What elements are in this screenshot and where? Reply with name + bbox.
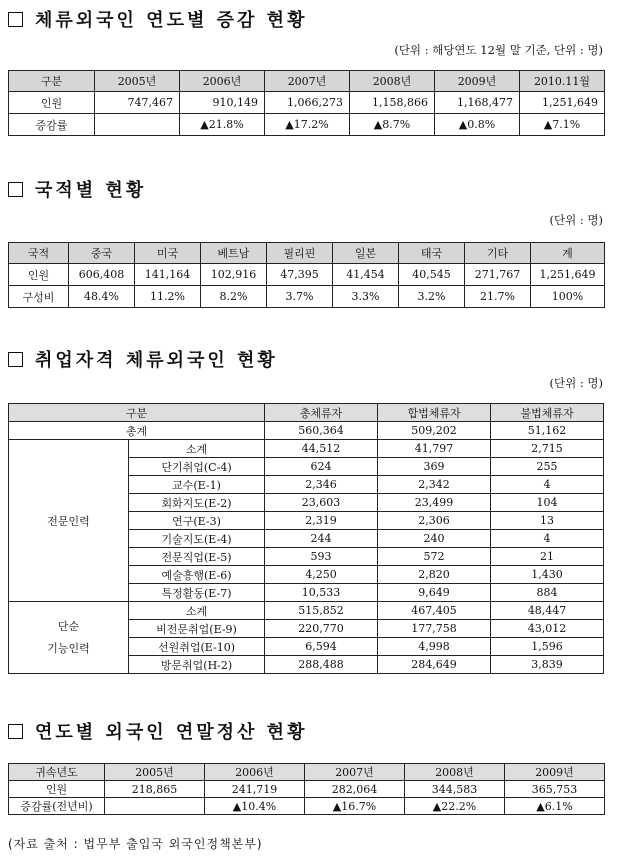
table-nationality (8, 242, 605, 308)
table-header-row: 구분 2005년 2006년 2007년 2008년 2009년 2010.11월 (9, 71, 605, 92)
group-label-professional: 전문인력 (9, 440, 129, 602)
unit-note-yearly: (단위 : 해당연도 12월 말 기준, 단위 : 명) (394, 43, 603, 57)
table-row: 선원취업(E-10) 6,594 4,998 1,596 (9, 638, 604, 656)
table-row: 단순 기능인력 소계 515,852 467,405 48,447 (9, 602, 604, 620)
checkbox-square-icon (8, 724, 23, 739)
table-header-row: 귀속년도 2005년 2006년 2007년 2008년 2009년 (9, 764, 605, 781)
table-employment (8, 403, 604, 674)
table-row: 인원 606,408 141,164 102,916 47,395 41,454 40,545 271,767 1,251,649 (9, 264, 605, 286)
checkbox-square-icon (8, 352, 23, 367)
table-tax-settlement (8, 763, 605, 815)
unit-note-nationality: (단위 : 명) (549, 213, 603, 227)
table-row-total: 총계 560,364 509,202 51,162 (9, 422, 604, 440)
table-row: 회화지도(E-2) 23,603 23,499 104 (9, 494, 604, 512)
table-row: 연구(E-3) 2,319 2,306 13 (9, 512, 604, 530)
section-title-yearly: 체류외국인 연도별 증감 현황 (8, 6, 307, 32)
table-row: 예술흥행(E-6) 4,250 2,820 1,430 (9, 566, 604, 584)
checkbox-square-icon (8, 12, 23, 27)
table-row: 인원 747,467 910,149 1,066,273 1,158,866 1,168,477 1,251,649 (9, 92, 605, 114)
table-header-row: 구분 총체류자 합법체류자 불법체류자 (9, 404, 604, 422)
group-label-simple-labor: 단순 기능인력 (9, 602, 129, 674)
table-row: 전문인력 소계 44,512 41,797 2,715 (9, 440, 604, 458)
table-row: 인원 218,865 241,719 282,064 344,583 365,753 (9, 781, 605, 798)
table-row: 구성비 48.4% 11.2% 8.2% 3.7% 3.3% 3.2% 21.7% 100% (9, 286, 605, 308)
table-row: 특정활동(E-7) 10,533 9,649 884 (9, 584, 604, 602)
table-row: 비전문취업(E-9) 220,770 177,758 43,012 (9, 620, 604, 638)
table-yearly (8, 70, 605, 136)
table-header-row: 국적 중국 미국 베트남 필리핀 일본 태국 기타 계 (9, 243, 605, 264)
checkbox-square-icon (8, 182, 23, 197)
table-row: 방문취업(H-2) 288,488 284,649 3,839 (9, 656, 604, 674)
table-row: 전문직업(E-5) 593 572 21 (9, 548, 604, 566)
table-row: 기술지도(E-4) 244 240 4 (9, 530, 604, 548)
source-note: (자료 출처 : 법무부 출입국 외국인정책본부) (8, 837, 263, 851)
table-row: 증감률 ▲21.8% ▲17.2% ▲8.7% ▲0.8% ▲7.1% (9, 114, 605, 136)
table-row: 증감률(전년비) ▲10.4% ▲16.7% ▲22.2% ▲6.1% (9, 798, 605, 815)
section-title-employment: 취업자격 체류외국인 현황 (8, 346, 278, 372)
table-row: 단기취업(C-4) 624 369 255 (9, 458, 604, 476)
table-row: 교수(E-1) 2,346 2,342 4 (9, 476, 604, 494)
section-title-nationality: 국적별 현황 (8, 176, 146, 202)
unit-note-employment: (단위 : 명) (549, 376, 603, 390)
section-title-tax-settlement: 연도별 외국인 연말정산 현황 (8, 718, 307, 744)
